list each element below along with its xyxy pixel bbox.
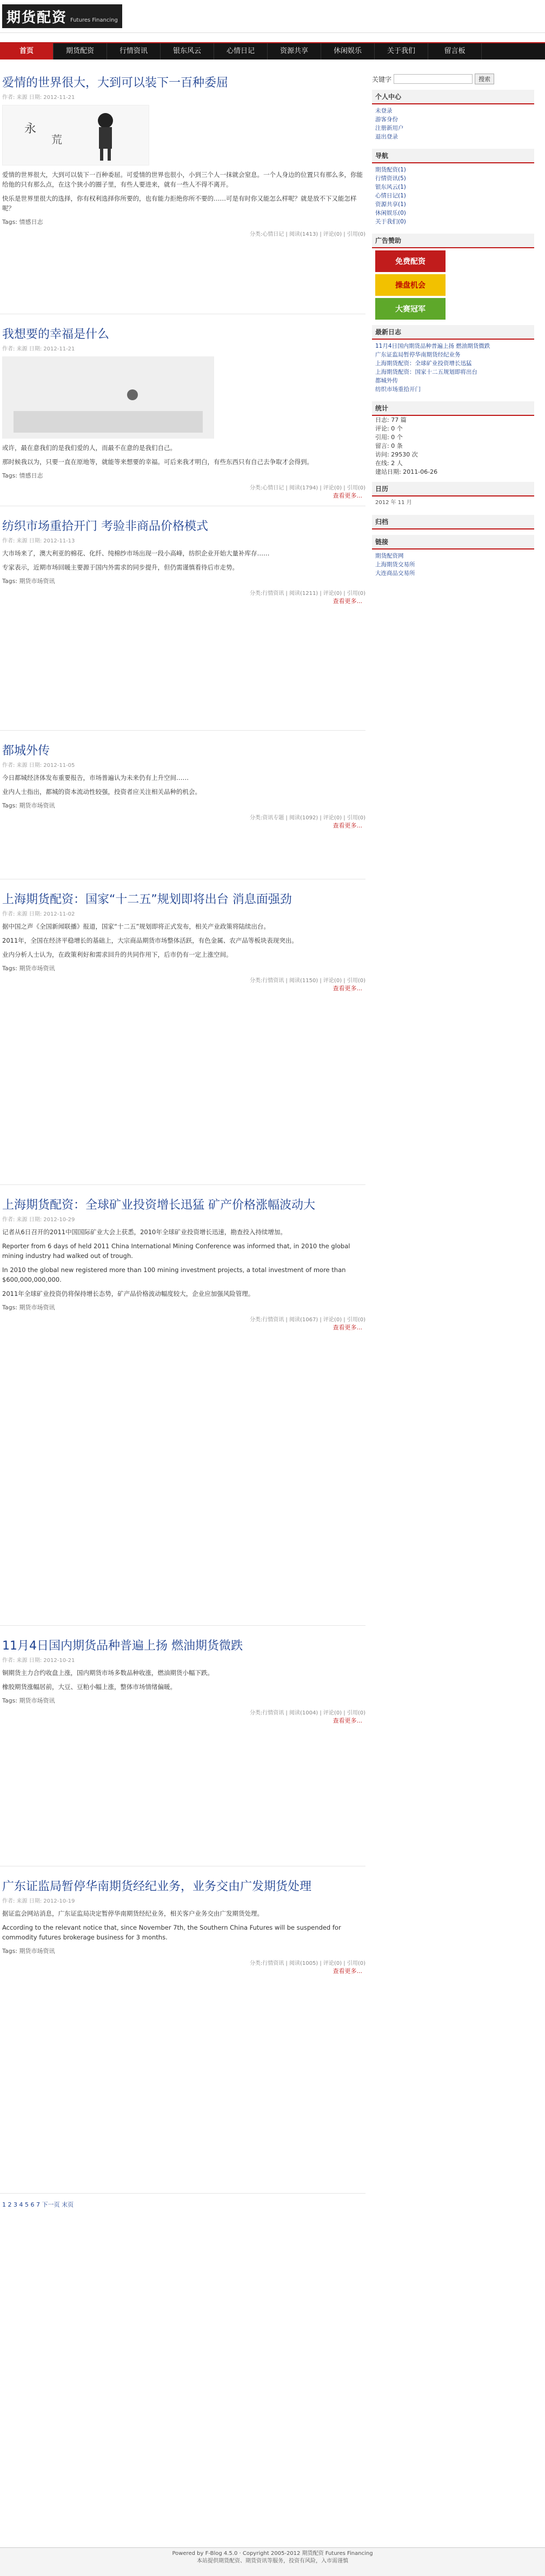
latest-item[interactable]: 上海期货配资：国家十二五规划即将出台 — [375, 369, 477, 375]
article-title[interactable]: 都城外传 — [2, 744, 50, 758]
article-meta: 作者: 来源 日期: 2012-11-13 — [2, 538, 75, 544]
site-header — [0, 0, 545, 33]
article-meta: 作者: 来源 日期: 2012-11-05 — [2, 763, 75, 769]
article-paragraph: 快乐是世界里很大的选择，你有权利选择你所要的，也有能力拒绝你所不要的……可是有时你又能怎么样呢？就是放不下又能怎样呢？ — [2, 195, 357, 212]
nav-box — [372, 149, 534, 228]
article-paragraph: 大市场来了，澳大利亚的棉花、化纤、纯棉纱市场出现一段小高峰，纺织企业开始大量补库存…… — [2, 549, 270, 557]
archive-title: 归档 — [372, 515, 534, 529]
article-paragraph: 业内人士指出，都城的资本流动性较强，投资者应关注相关品种的机会。 — [2, 788, 201, 796]
logo-subtitle: Futures Financing — [70, 17, 118, 23]
read-more-link[interactable]: 查看更多... — [333, 1717, 362, 1724]
calendar-box — [372, 482, 534, 509]
article-title[interactable]: 我想要的幸福是什么 — [2, 328, 110, 341]
site-footer — [0, 2547, 545, 2576]
article-title[interactable]: 纺织市场重拾开门 考验非商品价格模式 — [2, 520, 208, 533]
article-paragraph: 爱情的世界很大，大到可以装下一百种委屈。可爱情的世界也很小，小到三个人一抹就会窒息。一个人身边的位置只有那么多，你能给他的只有那么点，在这个狭小的圈子里，有些人要进来，就有一些人不得不离开。 — [2, 171, 363, 188]
footer-line: Powered by F-Blog 4.5.0 · Copyright 2005-2012 期货配资 Futures Financing — [172, 2551, 373, 2557]
links-box — [372, 535, 534, 580]
article — [0, 734, 365, 879]
article-tags[interactable]: Tags: 期货市场资讯 — [2, 1948, 55, 1955]
article-title[interactable]: 爱情的世界很大，大到可以装下一百种委屈 — [2, 76, 229, 90]
nav-item-leisure[interactable]: 休闲娱乐 — [321, 43, 375, 59]
couple-photo-icon — [3, 357, 214, 438]
article — [0, 1870, 365, 2194]
article — [0, 66, 365, 314]
stats-box — [372, 401, 534, 476]
calendar[interactable]: 2012 年 11 月 — [375, 500, 412, 506]
sidebar-nav-item[interactable]: 行情资讯(5) — [375, 175, 406, 182]
search-input[interactable] — [394, 74, 473, 84]
nav-item-diary[interactable]: 心情日记 — [214, 43, 268, 59]
footer-line: 本站提供期货配资、期货资讯等服务，投资有风险，入市需谨慎 — [197, 2558, 348, 2564]
link-item[interactable]: 期货配资网 — [375, 553, 404, 559]
article-paragraph: 据中国之声《全国新闻联播》报道，国家“十二五”规划即将正式发布，相关产业政策将陆续出台。 — [2, 923, 270, 930]
article-stats: 分类:行情资讯 | 阅读(1150) | 评论(0) | 引用(0) — [249, 978, 365, 984]
svg-text:永: 永 — [24, 122, 37, 136]
nav-item-market[interactable]: 行情资讯 — [107, 43, 161, 59]
stat-item: 评论: 0 个 — [375, 425, 403, 432]
article-paragraph: 专家表示，近期市场回暖主要源于国内外需求的同步提升，但仍需谨慎看待后市走势。 — [2, 564, 238, 571]
nav-title: 导航 — [372, 149, 534, 163]
latest-item[interactable]: 上海期货配资：全球矿业投资增长迅猛 — [375, 360, 472, 367]
archive-box — [372, 515, 534, 529]
article-meta: 作者: 来源 日期: 2012-10-29 — [2, 1217, 75, 1223]
article-title[interactable]: 广东证监局暂停华南期货经纪业务，业务交由广发期货处理 — [2, 1880, 312, 1893]
article-stats: 分类:行情资讯 | 阅读(1211) | 评论(0) | 引用(0) — [249, 591, 365, 597]
article-paragraph: 铜期货主力合约收盘上涨，国内期货市场多数品种收涨，燃油期货小幅下跌。 — [2, 1669, 214, 1677]
article-paragraph: 或许，最在意我们的是我们爱的人，而最不在意的是我们自己。 — [2, 444, 176, 452]
article-tags[interactable]: Tags: 情感日志 — [2, 218, 43, 226]
article-stats: 分类:心情日记 | 阅读(1794) | 评论(0) | 引用(0) — [249, 485, 365, 491]
article-title[interactable]: 11月4日国内期货品种普遍上扬 燃油期货微跌 — [2, 1639, 243, 1653]
sidebar — [372, 68, 534, 585]
article-title[interactable]: 上海期货配资：全球矿业投资增长迅猛 矿产价格涨幅波动大 — [2, 1198, 315, 1212]
article — [0, 1188, 365, 1626]
ad-banner[interactable]: 免费配资 — [375, 250, 446, 272]
article-paragraph: 那时候我以为，只要一直在原地等，就能等来想要的幸福。可后来我才明白，有些东西只有自己去争取才会得到。 — [2, 458, 313, 466]
article-title[interactable]: 上海期货配资：国家“十二五”规划即将出台 消息面强劲 — [2, 893, 292, 906]
article-tags[interactable]: Tags: 情感日志 — [2, 472, 43, 479]
article-paragraph: Reporter from 6 days of held 2011 China International Mining Conference was informed that, in 2010 the global mining industry had walked out of trough. — [2, 1242, 350, 1260]
stat-item: 日志: 77 篇 — [375, 416, 407, 423]
nav-item-about[interactable]: 关于我们 — [375, 43, 428, 59]
pagination[interactable]: 1 2 3 4 5 6 7 下一页 末页 — [2, 2201, 74, 2208]
read-more-link[interactable]: 查看更多... — [333, 598, 362, 605]
article-tags[interactable]: Tags: 期货市场资讯 — [2, 1697, 55, 1704]
read-more-link[interactable]: 查看更多... — [333, 822, 362, 829]
read-more-link[interactable]: 查看更多... — [333, 1968, 362, 1975]
latest-item[interactable]: 11月4日国内期货品种普遍上扬 燃油期货微跌 — [375, 343, 490, 349]
article-tags[interactable]: Tags: 期货市场资讯 — [2, 578, 55, 585]
site-logo[interactable] — [2, 4, 122, 28]
nav-item-home[interactable]: 首页 — [0, 43, 54, 59]
sidebar-nav-item[interactable]: 银东风云(1) — [375, 184, 406, 190]
sidebar-nav-item[interactable]: 资源共享(1) — [375, 201, 406, 208]
article-paragraph: 2011年，全国在经济平稳增长的基础上，大宗商品期货市场整体活跃，有色金属、农产品等板块表现突出。 — [2, 937, 298, 944]
search-row — [372, 74, 534, 84]
ad-box — [372, 234, 534, 320]
sidebar-nav-item[interactable]: 关于我们(0) — [375, 218, 406, 225]
personal-item[interactable]: 退出登录 — [375, 134, 398, 140]
stat-item: 在线: 2 人 — [375, 460, 403, 467]
ad-banner[interactable]: 操盘机会 — [375, 274, 446, 296]
article-meta: 作者: 来源 日期: 2012-10-19 — [2, 1898, 75, 1904]
links-title: 链接 — [372, 535, 534, 549]
stat-item: 留言: 0 条 — [375, 442, 403, 449]
personal-box — [372, 90, 534, 143]
search-label: 关键字 — [372, 75, 392, 83]
article-paragraph: 据证监会网站消息，广东证监局决定暂停华南期货经纪业务，相关客户业务交由广发期货处理。 — [2, 1910, 263, 1917]
article-paragraph: 业内分析人士认为，在政策利好和需求回升的共同作用下，后市仍有一定上涨空间。 — [2, 951, 232, 958]
search-button[interactable]: 搜索 — [475, 74, 494, 84]
read-more-link[interactable]: 查看更多... — [333, 1324, 362, 1331]
link-item[interactable]: 上海期货交易所 — [375, 561, 415, 568]
article-tags[interactable]: Tags: 期货市场资讯 — [2, 965, 55, 972]
article-image — [2, 356, 214, 439]
read-more-link[interactable]: 查看更多... — [333, 492, 362, 499]
article — [0, 883, 365, 1185]
article-meta: 作者: 来源 日期: 2012-11-21 — [2, 346, 75, 352]
article — [0, 317, 365, 506]
latest-item[interactable]: 广东证监局暂停华南期货经纪业务 — [375, 352, 461, 358]
link-item[interactable]: 大连商品交易所 — [375, 570, 415, 577]
latest-box — [372, 325, 534, 396]
ad-title: 广告赞助 — [372, 234, 534, 248]
article-stats: 分类:资讯专题 | 阅读(1092) | 评论(0) | 引用(0) — [249, 815, 365, 821]
article — [0, 509, 365, 731]
nav-item-guestbook[interactable]: 留言板 — [428, 43, 482, 59]
nav-item-financing[interactable]: 期货配资 — [54, 43, 107, 59]
personal-item: 未登录 — [375, 108, 393, 114]
sidebar-nav-item[interactable]: 休闲娱乐(0) — [375, 210, 406, 216]
nav-item-yindong[interactable]: 银东风云 — [161, 43, 214, 59]
article-tags[interactable]: Tags: 期货市场资讯 — [2, 1304, 55, 1311]
stat-item: 建站日期: 2011-06-26 — [375, 468, 438, 475]
ad-banner[interactable]: 大赛冠军 — [375, 298, 446, 320]
article-paragraph: 今日都城经济体发布重要报告，市场普遍认为未来仍有上升空间…… — [2, 774, 189, 782]
article-stats: 分类:心情日记 | 阅读(1413) | 评论(0) | 引用(0) — [249, 231, 365, 237]
stat-item: 访问: 29530 次 — [375, 451, 418, 458]
stats-title: 统计 — [372, 401, 534, 416]
read-more-link[interactable]: 查看更多... — [333, 985, 362, 992]
stat-item: 引用: 0 个 — [375, 434, 403, 441]
article-paragraph: 记者从6日召开的2011中国国际矿业大会上获悉，2010年全球矿业投资增长迅速，勘查投入持续增加。 — [2, 1228, 287, 1236]
personal-item: 游客身份 — [375, 116, 398, 123]
article-stats: 分类:行情资讯 | 阅读(1005) | 评论(0) | 引用(0) — [249, 1961, 365, 1966]
article — [0, 1629, 365, 1866]
article-meta: 作者: 来源 日期: 2012-10-21 — [2, 1658, 75, 1664]
article-tags[interactable]: Tags: 期货市场资讯 — [2, 802, 55, 809]
personal-item[interactable]: 注册新用户 — [375, 125, 404, 131]
article-paragraph: 2011年全球矿业投资仍将保持增长态势，矿产品价格波动幅度较大，企业应加强风险管理。 — [2, 1290, 255, 1297]
main-nav — [0, 42, 545, 59]
sidebar-nav-item[interactable]: 期货配资(1) — [375, 167, 406, 173]
latest-title: 最新日志 — [372, 325, 534, 340]
latest-item[interactable]: 都城外传 — [375, 378, 398, 384]
article-stats: 分类:行情资讯 | 阅读(1004) | 评论(0) | 引用(0) — [249, 1710, 365, 1716]
personal-title: 个人中心 — [372, 90, 534, 104]
svg-text:荒: 荒 — [51, 133, 62, 146]
article-image — [2, 105, 149, 165]
sidebar-nav-item[interactable]: 心情日记(1) — [375, 193, 406, 199]
article-paragraph: 橡胶期货涨幅居前，大豆、豆粕小幅上涨，整体市场情绪偏暖。 — [2, 1683, 176, 1691]
calendar-title: 日历 — [372, 482, 534, 496]
main-content — [0, 66, 365, 2212]
logo-text: 期货配资 — [6, 9, 68, 26]
article-paragraph: In 2010 the global new registered more than 100 mining investment projects, a total investment of more than $600,000,000,000. — [2, 1266, 346, 1283]
latest-item[interactable]: 纺织市场重拾开门 — [375, 386, 421, 393]
article-paragraph: According to the relevant notice that, since November 7th, the Southern China Futures will be suspended for commodity futures brokerage business for 3 months. — [2, 1924, 341, 1941]
article-stats: 分类:行情资讯 | 阅读(1067) | 评论(0) | 引用(0) — [249, 1317, 365, 1323]
girl-illustration-icon — [3, 105, 149, 165]
article-meta: 作者: 来源 日期: 2012-11-02 — [2, 911, 75, 917]
nav-item-resources[interactable]: 资源共享 — [268, 43, 321, 59]
article-meta: 作者: 来源 日期: 2012-11-21 — [2, 95, 75, 101]
